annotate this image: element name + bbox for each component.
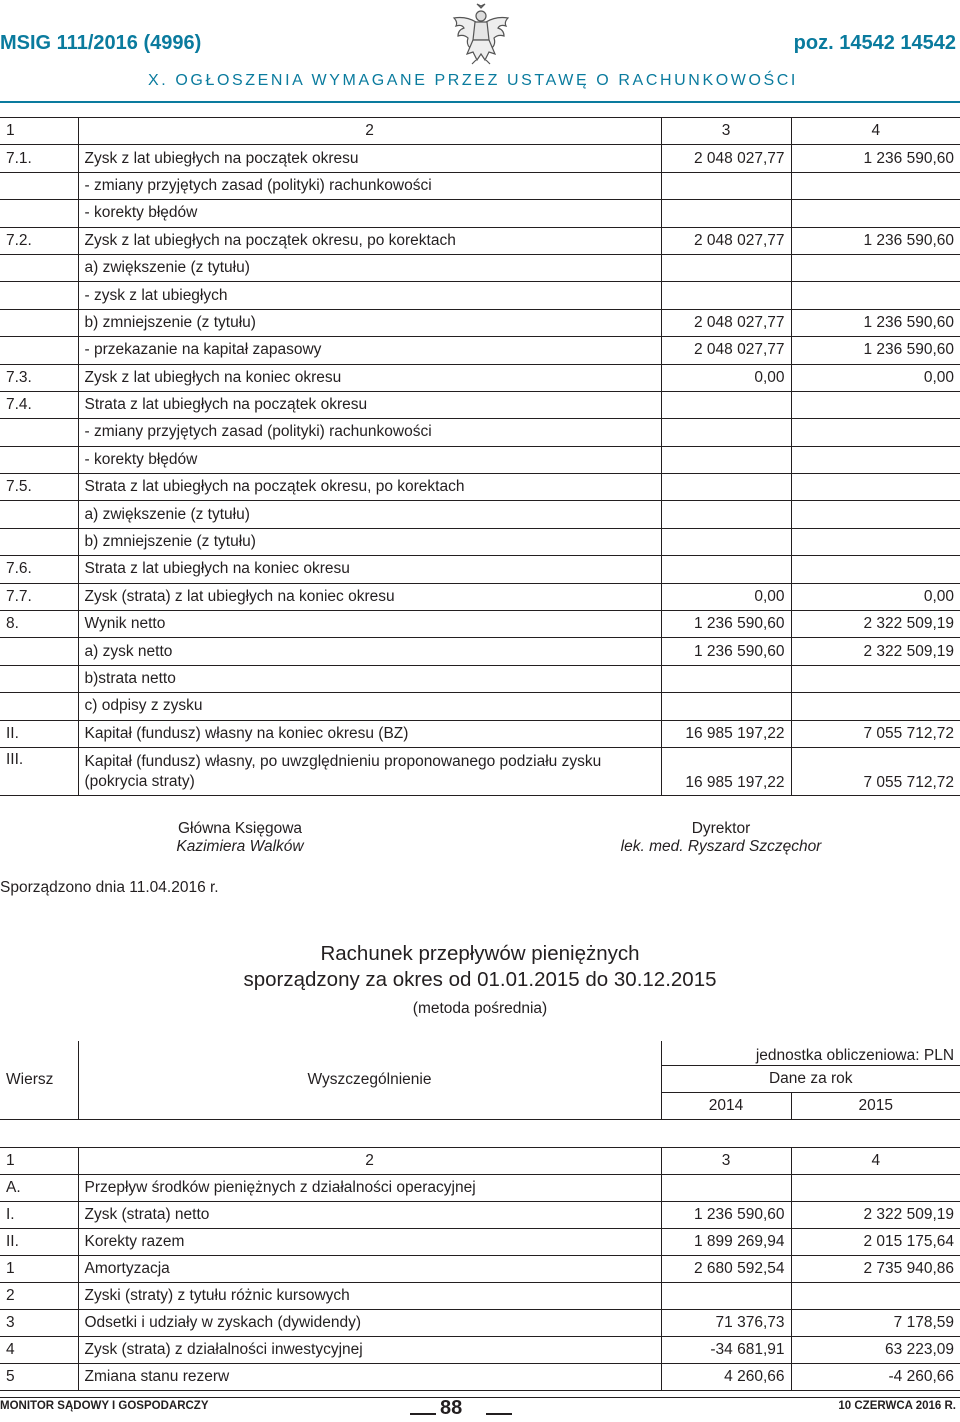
equity-changes-table xyxy=(0,117,960,796)
row-number xyxy=(0,282,78,309)
row-number: 4 xyxy=(0,1337,78,1364)
head-data-label: Dane za rok xyxy=(661,1066,960,1093)
table-row xyxy=(0,693,960,720)
row-description: Zysk (strata) z działalności inwestycyjnej xyxy=(78,1337,661,1364)
value-previous-year xyxy=(661,528,791,555)
col-num-1: 1 xyxy=(0,1148,78,1175)
table-row xyxy=(0,309,960,336)
value-current-year: 0,00 xyxy=(791,364,960,391)
table-row xyxy=(0,145,960,172)
row-number: II. xyxy=(0,720,78,747)
value-previous-year: 16 985 197,22 xyxy=(661,747,791,795)
value-previous-year xyxy=(661,693,791,720)
value-previous-year: 2 048 027,77 xyxy=(661,227,791,254)
row-number: III. xyxy=(0,747,78,795)
value-current-year: 7 055 712,72 xyxy=(791,720,960,747)
row-number: 7.5. xyxy=(0,474,78,501)
table-row xyxy=(0,556,960,583)
head-desc-label: Wyszczególnienie xyxy=(78,1041,661,1120)
table-row xyxy=(0,1202,960,1229)
value-current-year: 2 735 940,86 xyxy=(791,1256,960,1283)
row-number xyxy=(0,665,78,692)
table-row xyxy=(0,747,960,795)
director-role: Dyrektor xyxy=(691,820,751,837)
column-number-row xyxy=(0,1148,960,1175)
row-description: - korekty błędów xyxy=(78,446,661,473)
director-name: lek. med. Ryszard Szczęchor xyxy=(620,838,822,855)
value-previous-year: 0,00 xyxy=(661,364,791,391)
cashflow-method: (metoda pośrednia) xyxy=(412,1000,548,1017)
value-current-year xyxy=(791,665,960,692)
table-row xyxy=(0,227,960,254)
row-description: Kapitał (fundusz) własny na koniec okresu (BZ) xyxy=(78,720,661,747)
row-number: 2 xyxy=(0,1283,78,1310)
table-row xyxy=(0,419,960,446)
row-number: 1 xyxy=(0,1256,78,1283)
value-current-year xyxy=(791,172,960,199)
row-description: Strata z lat ubiegłych na początek okresu, po korektach xyxy=(78,474,661,501)
row-description: Wynik netto xyxy=(78,611,661,638)
table-row xyxy=(0,720,960,747)
value-current-year xyxy=(791,528,960,555)
table-row xyxy=(0,638,960,665)
table-row xyxy=(0,172,960,199)
value-previous-year xyxy=(661,391,791,418)
table-row xyxy=(0,391,960,418)
table-row xyxy=(0,501,960,528)
col-num-1: 1 xyxy=(0,118,78,145)
issue-date: 10 CZERWCA 2016 R. xyxy=(838,1400,956,1412)
row-number xyxy=(0,254,78,281)
value-current-year xyxy=(791,474,960,501)
row-description: Zysk z lat ubiegłych na początek okresu, po korektach xyxy=(78,227,661,254)
value-current-year: 1 236 590,60 xyxy=(791,227,960,254)
page-number: 88 xyxy=(440,1397,463,1419)
value-previous-year: 2 048 027,77 xyxy=(661,309,791,336)
table-row xyxy=(0,474,960,501)
row-description: - przekazanie na kapitał zapasowy xyxy=(78,337,661,364)
footer-divider xyxy=(0,1397,960,1398)
head-row-label: Wiersz xyxy=(0,1041,78,1120)
row-number xyxy=(0,528,78,555)
table-row xyxy=(0,1229,960,1256)
value-previous-year: 1 899 269,94 xyxy=(661,1229,791,1256)
table-row xyxy=(0,1337,960,1364)
position-number: poz. 14542 14542 xyxy=(793,32,956,54)
col-num-4: 4 xyxy=(791,1148,960,1175)
row-description: Zysk (strata) z lat ubiegłych na koniec okresu xyxy=(78,583,661,610)
table-row xyxy=(0,282,960,309)
cashflow-header-table xyxy=(0,1041,960,1120)
table-row xyxy=(0,254,960,281)
value-current-year: 1 236 590,60 xyxy=(791,145,960,172)
cashflow-table xyxy=(0,1147,960,1391)
table-row xyxy=(0,1364,960,1391)
value-current-year xyxy=(791,419,960,446)
signature-chief-accountant xyxy=(150,820,330,856)
value-current-year: 2 015 175,64 xyxy=(791,1229,960,1256)
row-number xyxy=(0,419,78,446)
col-num-2: 2 xyxy=(78,118,661,145)
value-current-year: 1 236 590,60 xyxy=(791,337,960,364)
value-previous-year: 2 048 027,77 xyxy=(661,337,791,364)
value-previous-year xyxy=(661,419,791,446)
row-number xyxy=(0,309,78,336)
value-current-year xyxy=(791,693,960,720)
col-num-2: 2 xyxy=(78,1148,661,1175)
row-description: a) zwiększenie (z tytułu) xyxy=(78,501,661,528)
row-number xyxy=(0,501,78,528)
row-description: - zysk z lat ubiegłych xyxy=(78,282,661,309)
table-row xyxy=(0,1256,960,1283)
row-description: - korekty błędów xyxy=(78,200,661,227)
table-row xyxy=(0,611,960,638)
value-previous-year: 1 236 590,60 xyxy=(661,611,791,638)
row-number xyxy=(0,172,78,199)
chief-accountant-name: Kazimiera Walków xyxy=(176,838,304,855)
value-previous-year xyxy=(661,200,791,227)
value-previous-year: 1 236 590,60 xyxy=(661,638,791,665)
value-current-year xyxy=(791,501,960,528)
value-previous-year xyxy=(661,1283,791,1310)
value-previous-year xyxy=(661,474,791,501)
value-previous-year xyxy=(661,172,791,199)
value-current-year xyxy=(791,282,960,309)
page-dash-right xyxy=(486,1413,512,1415)
value-current-year: 1 236 590,60 xyxy=(791,309,960,336)
row-number: 5 xyxy=(0,1364,78,1391)
row-number: 7.2. xyxy=(0,227,78,254)
table-row xyxy=(0,200,960,227)
table-row xyxy=(0,337,960,364)
row-description: a) zwiększenie (z tytułu) xyxy=(78,254,661,281)
table-row xyxy=(0,665,960,692)
chief-accountant-role: Główna Księgowa xyxy=(177,820,303,837)
value-current-year: -4 260,66 xyxy=(791,1364,960,1391)
table-row xyxy=(0,1283,960,1310)
row-description: Zmiana stanu rezerw xyxy=(78,1364,661,1391)
col-num-3: 3 xyxy=(661,1148,791,1175)
row-description: Zysk z lat ubiegłych na koniec okresu xyxy=(78,364,661,391)
row-description: Odsetki i udziały w zyskach (dywidendy) xyxy=(78,1310,661,1337)
row-number: 7.1. xyxy=(0,145,78,172)
col-num-3: 3 xyxy=(661,118,791,145)
table-row xyxy=(0,1175,960,1202)
value-current-year xyxy=(791,556,960,583)
value-previous-year: 1 236 590,60 xyxy=(661,1202,791,1229)
cashflow-period: sporządzony za okres od 01.01.2015 do 30.12.2015 xyxy=(243,968,717,991)
page-dash-left xyxy=(410,1413,436,1415)
row-number: A. xyxy=(0,1175,78,1202)
row-description: Korekty razem xyxy=(78,1229,661,1256)
value-previous-year: 4 260,66 xyxy=(661,1364,791,1391)
value-current-year: 2 322 509,19 xyxy=(791,611,960,638)
row-description: Zyski (straty) z tytułu różnic kursowych xyxy=(78,1283,661,1310)
section-title: X. OGŁOSZENIA WYMAGANE PRZEZ USTAWĘ O RACHUNKOWOŚCI xyxy=(148,72,798,89)
row-number: 7.3. xyxy=(0,364,78,391)
table-row xyxy=(0,446,960,473)
row-description: - zmiany przyjętych zasad (polityki) rachunkowości xyxy=(78,419,661,446)
row-number: 7.7. xyxy=(0,583,78,610)
value-current-year: 2 322 509,19 xyxy=(791,638,960,665)
row-description: Przepływ środków pieniężnych z działalności operacyjnej xyxy=(78,1175,661,1202)
row-number: II. xyxy=(0,1229,78,1256)
value-previous-year xyxy=(661,665,791,692)
value-previous-year: 71 376,73 xyxy=(661,1310,791,1337)
row-description: Strata z lat ubiegłych na początek okresu xyxy=(78,391,661,418)
row-number xyxy=(0,200,78,227)
row-description: b) zmniejszenie (z tytułu) xyxy=(78,309,661,336)
value-current-year xyxy=(791,391,960,418)
value-current-year xyxy=(791,200,960,227)
value-current-year xyxy=(791,446,960,473)
row-description: - zmiany przyjętych zasad (polityki) rachunkowości xyxy=(78,172,661,199)
row-description: b) zmniejszenie (z tytułu) xyxy=(78,528,661,555)
value-previous-year xyxy=(661,254,791,281)
value-previous-year xyxy=(661,1175,791,1202)
row-number xyxy=(0,693,78,720)
table-row xyxy=(0,583,960,610)
value-current-year xyxy=(791,1283,960,1310)
value-previous-year: 2 048 027,77 xyxy=(661,145,791,172)
row-description: Strata z lat ubiegłych na koniec okresu xyxy=(78,556,661,583)
value-previous-year xyxy=(661,501,791,528)
value-previous-year xyxy=(661,446,791,473)
row-description: Kapitał (fundusz) własny, po uwzględnieniu proponowanego podziału zysku (pokrycia straty) xyxy=(78,747,661,795)
row-number: 3 xyxy=(0,1310,78,1337)
value-previous-year xyxy=(661,556,791,583)
value-current-year: 63 223,09 xyxy=(791,1337,960,1364)
value-previous-year: -34 681,91 xyxy=(661,1337,791,1364)
publisher-name: MONITOR SĄDOWY I GOSPODARCZY xyxy=(0,1400,209,1412)
row-number xyxy=(0,446,78,473)
value-previous-year: 0,00 xyxy=(661,583,791,610)
value-previous-year: 16 985 197,22 xyxy=(661,720,791,747)
table-row xyxy=(0,528,960,555)
table-row xyxy=(0,1310,960,1337)
head-year-2: 2015 xyxy=(791,1093,960,1120)
value-previous-year: 2 680 592,54 xyxy=(661,1256,791,1283)
row-number: I. xyxy=(0,1202,78,1229)
prepared-date: Sporządzono dnia 11.04.2016 r. xyxy=(0,879,219,896)
value-current-year: 2 322 509,19 xyxy=(791,1202,960,1229)
row-description: Amortyzacja xyxy=(78,1256,661,1283)
row-description: c) odpisy z zysku xyxy=(78,693,661,720)
column-number-row xyxy=(0,118,960,145)
row-description: b)strata netto xyxy=(78,665,661,692)
value-current-year: 0,00 xyxy=(791,583,960,610)
row-number xyxy=(0,638,78,665)
value-current-year: 7 055 712,72 xyxy=(791,747,960,795)
value-previous-year xyxy=(661,282,791,309)
table-row xyxy=(0,364,960,391)
polish-eagle-emblem-icon xyxy=(446,2,516,66)
row-description: Zysk z lat ubiegłych na początek okresu xyxy=(78,145,661,172)
signature-director xyxy=(596,820,846,856)
value-current-year: 7 178,59 xyxy=(791,1310,960,1337)
value-current-year xyxy=(791,254,960,281)
row-number xyxy=(0,337,78,364)
header-divider xyxy=(0,101,960,103)
row-number: 7.4. xyxy=(0,391,78,418)
row-number: 8. xyxy=(0,611,78,638)
cashflow-title: Rachunek przepływów pieniężnych xyxy=(320,942,640,965)
issue-number: MSIG 111/2016 (4996) xyxy=(0,32,202,54)
row-description: a) zysk netto xyxy=(78,638,661,665)
value-current-year xyxy=(791,1175,960,1202)
row-number: 7.6. xyxy=(0,556,78,583)
row-description: Zysk (strata) netto xyxy=(78,1202,661,1229)
col-num-4: 4 xyxy=(791,118,960,145)
head-year-1: 2014 xyxy=(661,1093,791,1120)
unit-label: jednostka obliczeniowa: PLN xyxy=(661,1041,960,1066)
